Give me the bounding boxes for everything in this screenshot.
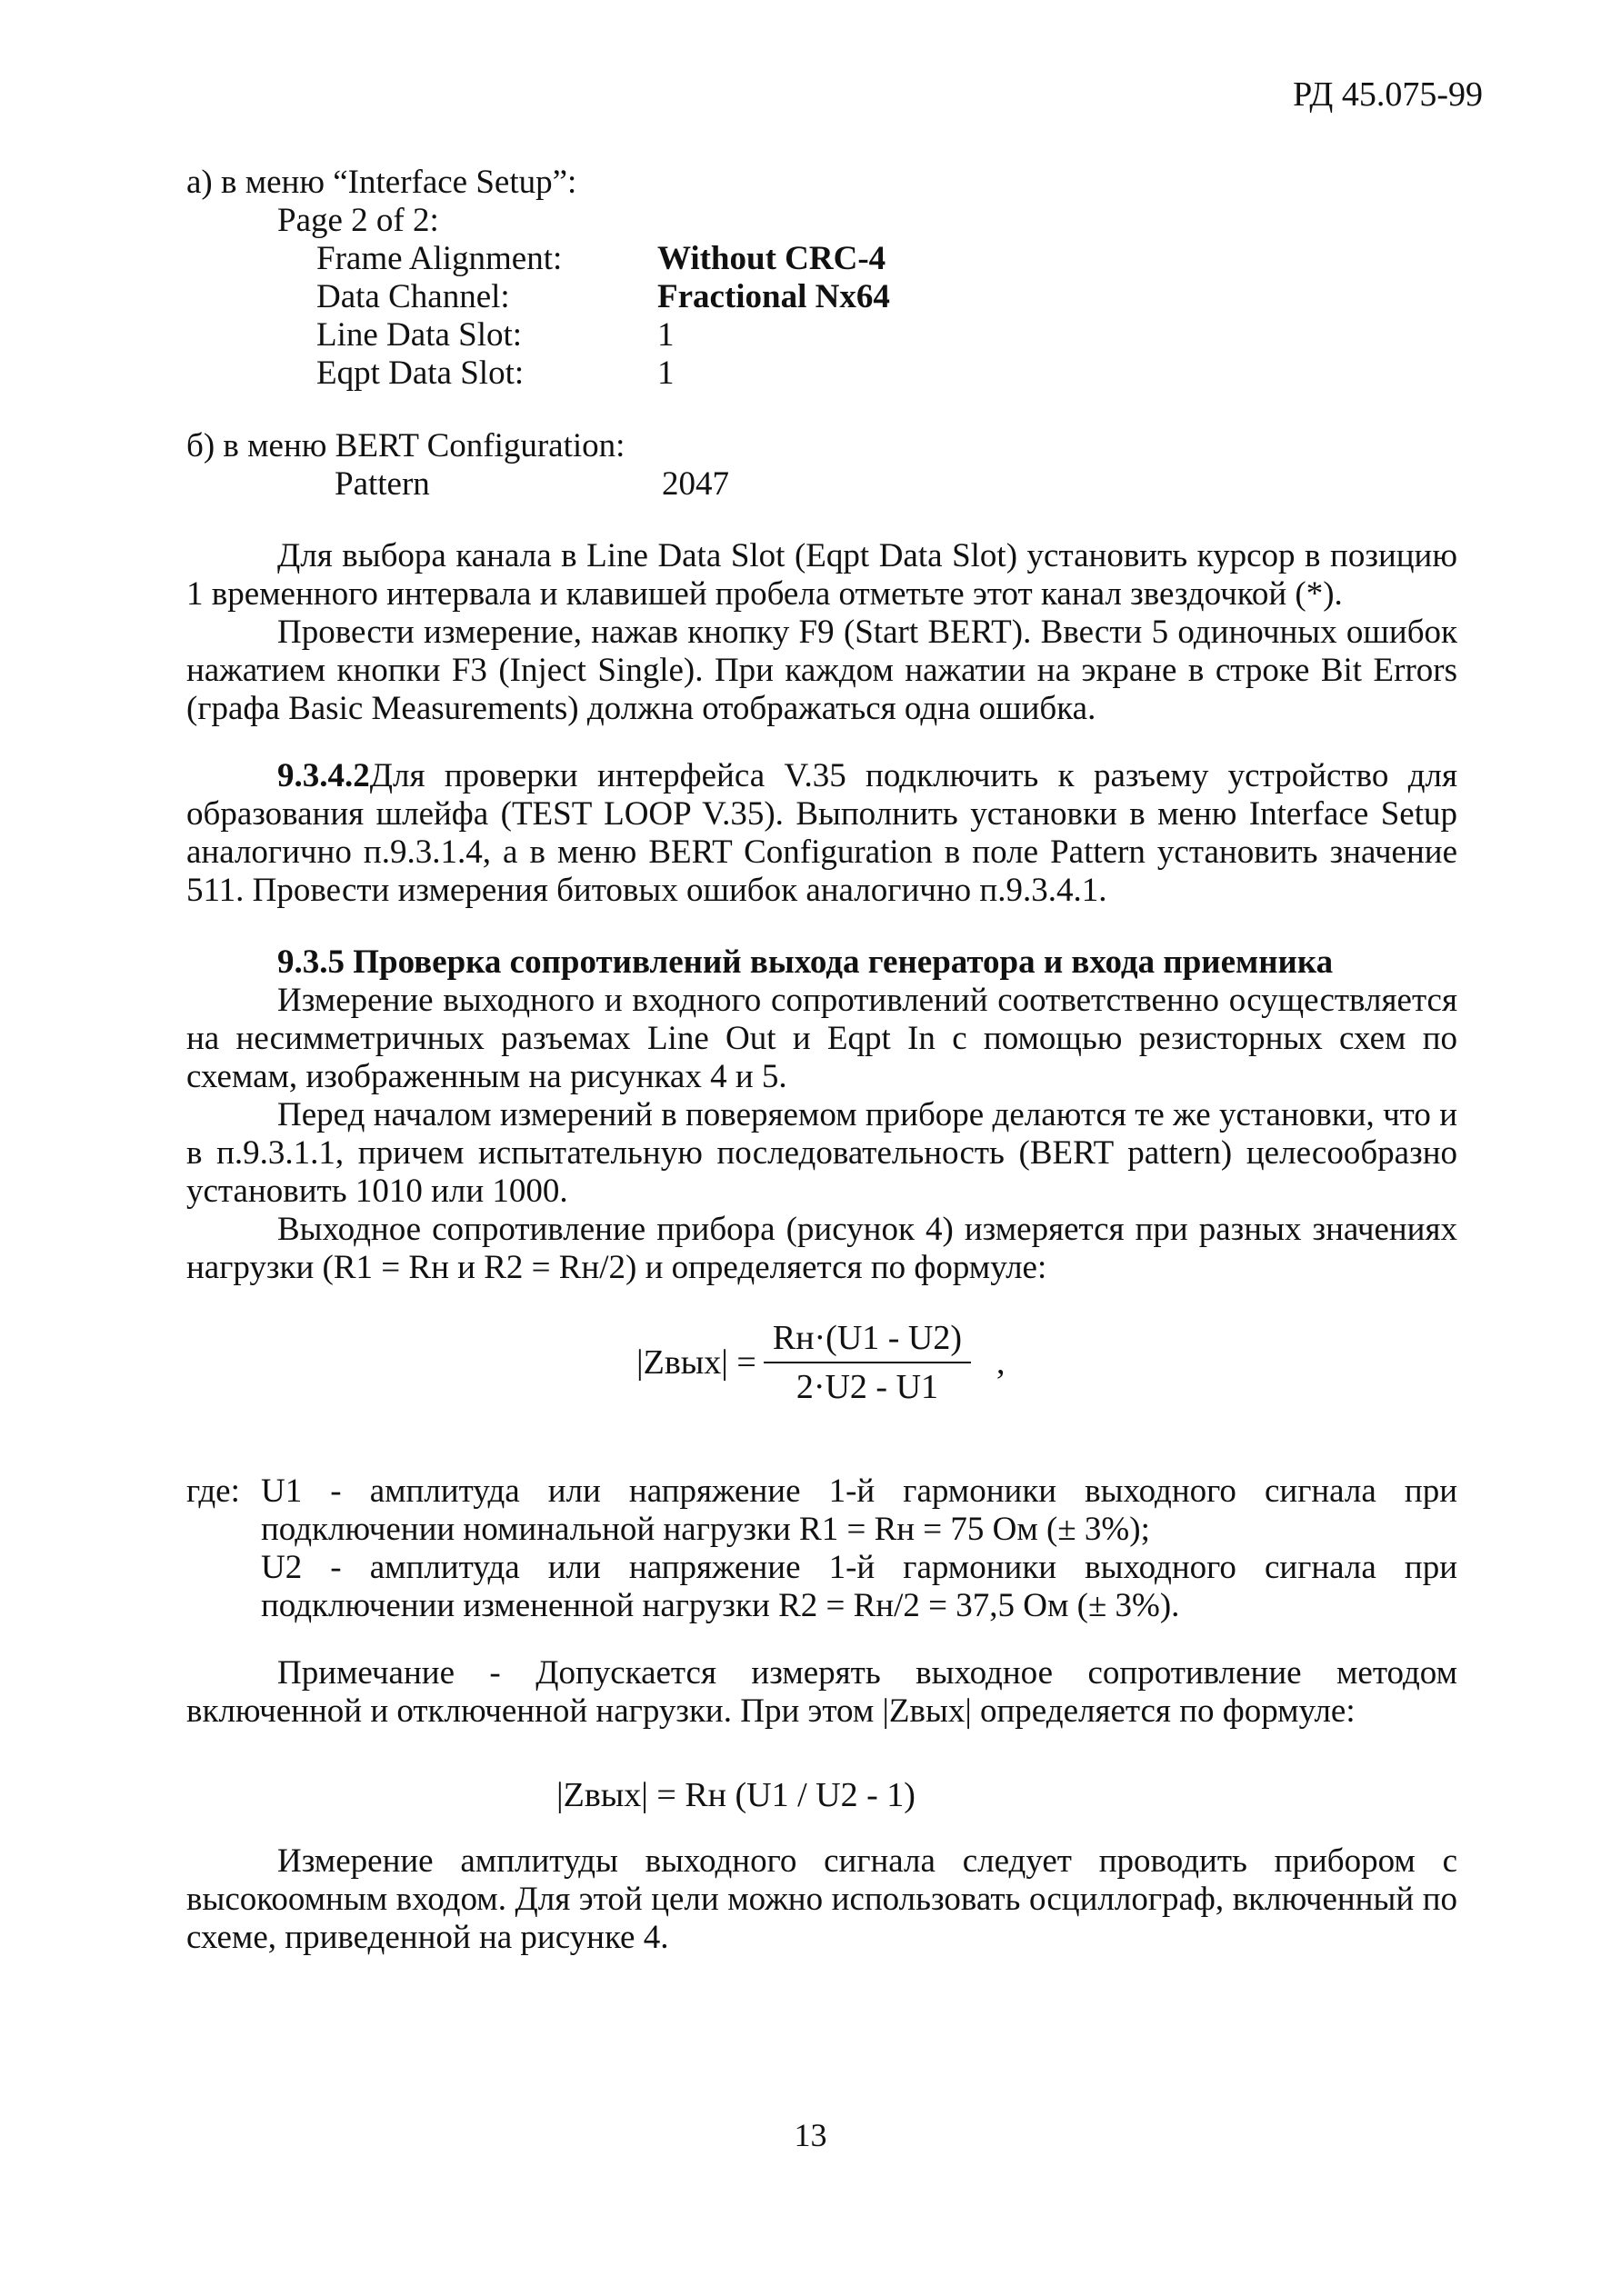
formula-lhs: |Zвых| = (636, 1343, 756, 1382)
setting-value: Fractional Nx64 (657, 278, 890, 315)
page-indicator: Page 2 of 2: (277, 202, 439, 239)
where-definitions (261, 1472, 1457, 1625)
note-text: Примечание - Допускается измерять выходное сопротивление методом включенной и отключенной нагрузки. При этом |Zвых| определяется по формуле: (186, 1654, 1457, 1730)
formula-trail: , (996, 1343, 1006, 1382)
where-block (186, 1472, 1457, 1625)
impedance-formula (636, 1318, 1006, 1407)
bert-config-title: б) в меню BERT Configuration: (186, 427, 625, 464)
final-block (186, 1842, 1457, 1957)
paragraph: Для выбора канала в Line Data Slot (Eqpt Data Slot) установить курсор в позицию 1 временного интервала и клавишей пробела отметьте этот канал звездочкой (*). (186, 537, 1457, 613)
settings-row (316, 278, 1457, 316)
settings-row (316, 240, 1457, 278)
clause-number: 9.3.4.2 (277, 757, 370, 794)
body-text-1 (186, 537, 1457, 728)
setting-key: Eqpt Data Slot: (316, 354, 525, 392)
document-code: РД 45.075-99 (1293, 75, 1483, 114)
page-number: 13 (794, 2117, 827, 2153)
formula-denominator: 2·U2 - U1 (795, 1368, 939, 1406)
setting-value: 2047 (662, 465, 729, 503)
setting-value: 1 (657, 354, 675, 392)
paragraph (186, 757, 1457, 910)
setting-value: 1 (657, 316, 675, 354)
clause-text: Для проверки интерфейса V.35 подключить к разъему устройство для образования шлейфа (TEST LOOP V.35). Выполнить установки в меню Interface Setup аналогично п.9.3.1.4, а в меню BERT Configuration в поле Pattern установить значение 511. Провести измерения битовых ошибок аналогично п.9.3.4.1. (186, 757, 1457, 909)
setting-key: Pattern (335, 465, 430, 503)
note-block (186, 1654, 1457, 1731)
formula-fraction (764, 1318, 971, 1407)
body-text-3 (186, 943, 1457, 1287)
paragraph: Измерение амплитуды выходного сигнала следует проводить прибором с высокоомным входом. Для этой цели можно использовать осциллограф, включенный по схеме, приведенной на рисунке 4. (186, 1842, 1457, 1956)
formula-numerator: Rн·(U1 - U2) (764, 1318, 971, 1363)
settings-row (316, 354, 1457, 393)
settings-list (316, 240, 1457, 393)
paragraph: Перед началом измерений в поверяемом приборе делаются те же установки, что и в п.9.3.1.1, причем испытательную последовательность (BERT pattern) целесообразно установить 1010 или 1000. (186, 1096, 1457, 1210)
definition-u1: U1 - амплитуда или напряжение 1-й гармоники выходного сигнала при подключении номинальной нагрузки R1 = Rн = 75 Ом (± 3%); (261, 1472, 1457, 1548)
setting-key: Frame Alignment: (316, 240, 563, 277)
definition-u2: U2 - амплитуда или напряжение 1-й гармоники выходного сигнала при подключении измененной нагрузки R2 = Rн/2 = 37,5 Ом (± 3%). (261, 1549, 1457, 1624)
setting-key: Line Data Slot: (316, 316, 523, 354)
interface-setup-block (186, 164, 1457, 393)
interface-setup-title: а) в меню “Interface Setup”: (186, 164, 577, 201)
setting-value: Without CRC-4 (657, 240, 886, 277)
paragraph: Провести измерение, нажав кнопку F9 (Start BERT). Ввести 5 одиночных ошибок нажатием кнопки F3 (Inject Single). При каждом нажатии на экране в строке Bit Errors (графа Basic Measurements) должна отображаться одна ошибка. (186, 614, 1457, 727)
bert-config-block (186, 427, 1457, 504)
settings-row (335, 465, 1457, 504)
impedance-formula-simple: |Zвых| = Rн (U1 / U2 - 1) (556, 1776, 916, 1814)
paragraph: Измерение выходного и входного сопротивлений соответственно осуществляется на несимметричных разъемах Line Out и Eqpt In с помощью резисторных схем по схемам, изображенным на рисунках 4 и 5. (186, 982, 1457, 1095)
body-text-2 (186, 757, 1457, 910)
paragraph: Выходное сопротивление прибора (рисунок 4) измеряется при разных значениях нагрузки (R1 = Rн и R2 = Rн/2) и определяется по формуле: (186, 1211, 1457, 1286)
settings-row (316, 316, 1457, 354)
setting-key: Data Channel: (316, 278, 510, 315)
section-heading: 9.3.5 Проверка сопротивлений выхода генератора и входа приемника (277, 943, 1334, 981)
where-row (186, 1472, 1457, 1625)
where-label: где: (186, 1472, 240, 1510)
